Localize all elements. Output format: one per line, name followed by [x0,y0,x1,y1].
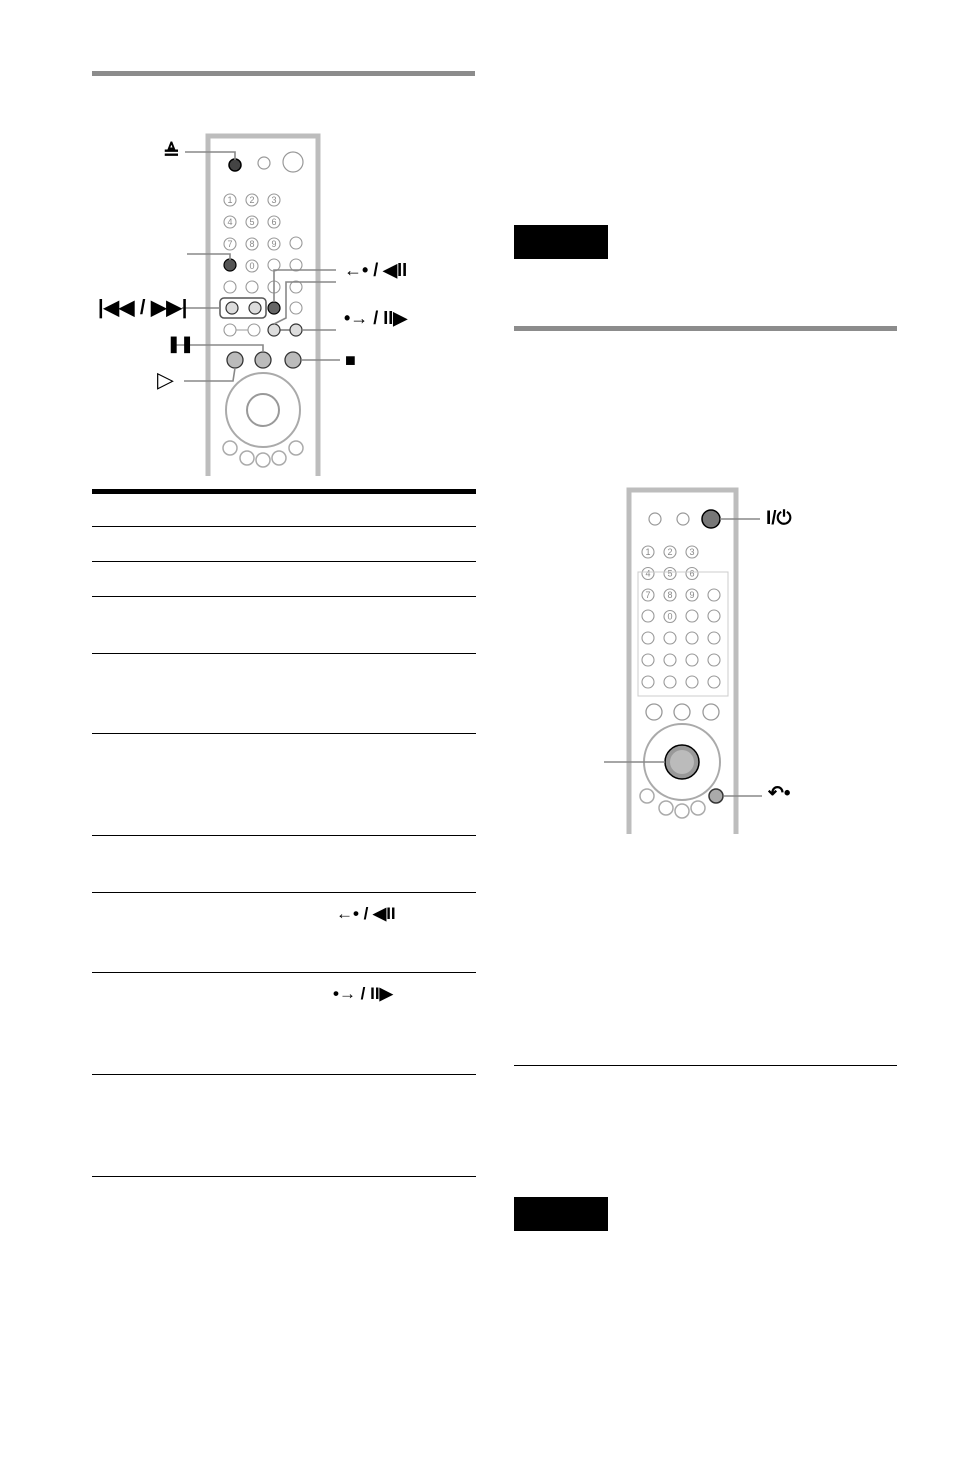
keypad-digit: 8 [249,239,255,249]
keypad-digit: 3 [271,195,277,205]
pause-label: ❚❚ [167,336,194,353]
table-row-rule [92,1074,476,1075]
table-row-rule [92,892,476,893]
section-rule-right [514,326,897,331]
keypad-digit: 2 [667,547,673,557]
keypad-digit: 4 [645,568,651,579]
keypad-digit: 0 [249,261,255,271]
eject-label: ≜ [163,142,180,164]
keypad-digit: 3 [689,547,695,557]
note-box-top [514,225,608,259]
table-row-rule [92,733,476,734]
power-label: I/⏻ [766,508,792,529]
keypad-digit: 7 [645,590,651,600]
keypad-digit: 8 [667,590,673,600]
keypad-digit: 6 [689,568,695,579]
keypad-digit: 7 [227,239,233,249]
keypad-digit: 1 [227,195,233,205]
keypad-digit: 1 [645,547,651,557]
keypad-digit: 9 [271,239,277,249]
section-rule-right-bottom [514,1065,897,1066]
table-row-rule [92,596,476,597]
keypad-digit: 2 [249,195,255,205]
eject-button [229,159,241,171]
power-button [702,510,720,528]
stop-label: ■ [345,350,356,370]
return-label: ↶• [768,783,791,804]
table-row-rule [92,561,476,562]
table-header-rule [92,489,476,494]
keypad-digit: 5 [249,217,255,227]
table-advance-step-symbol: •→ / II▶ [333,984,393,1003]
replay-step-label: ←• / ◀II [344,260,408,280]
return-button [709,789,723,803]
table-row-rule [92,835,476,836]
keypad-digit: 0 [667,611,673,622]
prev-next-label: |◀◀ / ▶▶| [98,297,188,319]
table-row-rule [92,1176,476,1177]
keypad-digit: 4 [227,217,233,227]
table-row-rule [92,972,476,973]
keypad-digit: 5 [667,568,673,579]
note-box-bottom [514,1197,608,1231]
table-row-rule [92,653,476,654]
section-rule-top-left [92,71,475,76]
table-replay-step-symbol: ←• / ◀II [336,904,396,923]
advance-step-label: •→ / II▶ [344,308,408,328]
keypad-digit: 6 [271,217,277,227]
table-row-rule [92,526,476,527]
keypad-digit: 9 [689,590,695,600]
play-label: ▷ [157,367,174,392]
